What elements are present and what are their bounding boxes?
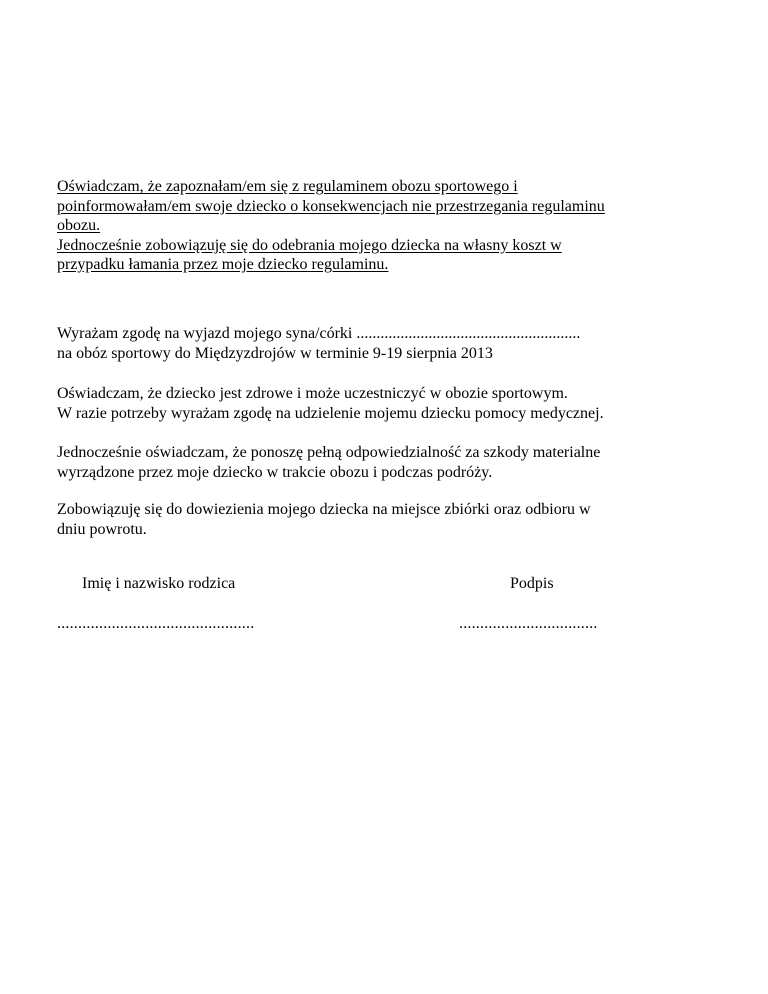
transport-line: Zobowiązuję się do dowiezienia mojego dziecka na miejsce zbiórki oraz odbioru w bbox=[57, 501, 591, 518]
parent-name-blank: ............................................... bbox=[57, 615, 255, 632]
statement-line: Jednocześnie zobowiązuję się do odebrania mojego dziecka na własny koszt w bbox=[57, 236, 562, 254]
transport-paragraph bbox=[57, 500, 707, 539]
consent-line: Wyrażam zgodę na wyjazd mojego syna/córki ........................................................ bbox=[57, 325, 581, 342]
statement-line: obozu. bbox=[57, 217, 101, 234]
health-statement-paragraph bbox=[57, 384, 707, 423]
regulations-statement bbox=[57, 177, 707, 275]
signature-blank: ................................. bbox=[459, 615, 598, 632]
parent-name-label: Imię i nazwisko rodzica bbox=[82, 575, 236, 592]
statement-line: poinformowałam/em swoje dziecko o konsekwencjach nie przestrzegania regulaminu bbox=[57, 197, 605, 215]
responsibility-line: wyrządzone przez moje dziecko w trakcie obozu i podczas podróży. bbox=[57, 463, 493, 481]
health-line: W razie potrzeby wyrażam zgodę na udzielenie mojemu dziecku pomocy medycznej. bbox=[57, 404, 604, 422]
trip-consent-paragraph bbox=[57, 324, 707, 363]
statement-line: przypadku łamania przez moje dziecko regulaminu. bbox=[57, 256, 389, 273]
consent-line: na obóz sportowy do Międzyzdrojów w terminie 9-19 sierpnia 2013 bbox=[57, 344, 493, 362]
signature-label: Podpis bbox=[510, 575, 554, 592]
responsibility-line: Jednocześnie oświadczam, że ponoszę pełną odpowiedzialność za szkody materialne bbox=[57, 444, 601, 461]
statement-line: Oświadczam, że zapoznałam/em się z regulaminem obozu sportowego i bbox=[57, 178, 518, 195]
responsibility-paragraph bbox=[57, 443, 707, 482]
transport-line: dniu powrotu. bbox=[57, 520, 147, 538]
health-line: Oświadczam, że dziecko jest zdrowe i może uczestniczyć w obozie sportowym. bbox=[57, 385, 568, 402]
